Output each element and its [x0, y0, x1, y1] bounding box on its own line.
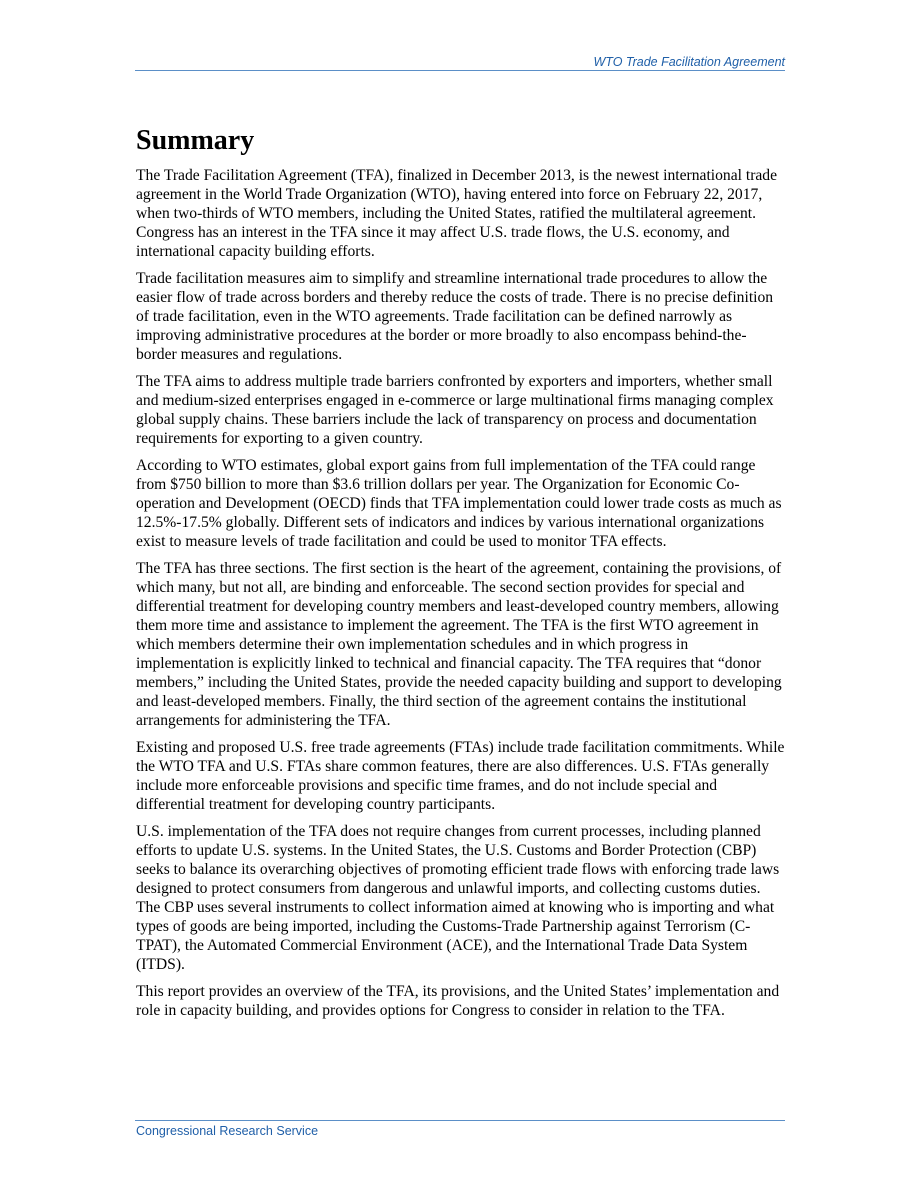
section-title: Summary [136, 125, 255, 156]
running-title: WTO Trade Facilitation Agreement [593, 55, 785, 69]
summary-paragraph-6: Existing and proposed U.S. free trade agreements (FTAs) include trade facilitation commitments. While the WTO TFA and U.S. FTAs share common features, there are also differences. U.S. FTAs generally include more enforceable provisions and specific time frames, and do not include special and differential treatment for developing country participants. [136, 739, 785, 813]
summary-paragraph-8: This report provides an overview of the TFA, its provisions, and the United States’ implementation and role in capacity building, and provides options for Congress to consider in relation to the TFA. [136, 983, 780, 1019]
summary-paragraph-7: U.S. implementation of the TFA does not require changes from current processes, including planned efforts to update U.S. systems. In the United States, the U.S. Customs and Border Protection (CBP) seeks to balance its overarching objectives of promoting efficient trade flows with enforcing trade laws designed to protect consumers from dangerous and unlawful imports, and collecting customs duties. The CBP uses several instruments to collect information aimed at knowing who is importing and what types of goods are being imported, including the Customs-Trade Partnership against Terrorism (C-TPAT), the Automated Commercial Environment (ACE), and the International Trade Data System (ITDS). [136, 823, 780, 973]
summary-paragraph-2: Trade facilitation measures aim to simplify and streamline international trade procedures to allow the easier flow of trade across borders and thereby reduce the costs of trade. There is no precise definition of trade facilitation, even in the WTO agreements. Trade facilitation can be defined narrowly as improving administrative procedures at the border or more broadly to also encompass behind-the-border measures and regulations. [136, 270, 774, 363]
summary-paragraph-1: The Trade Facilitation Agreement (TFA), finalized in December 2013, is the newest international trade agreement in the World Trade Organization (WTO), having entered into force on February 22, 2017, when two-thirds of WTO members, including the United States, ratified the multilateral agreement. Congress has an interest in the TFA since it may affect U.S. trade flows, the U.S. economy, and international capacity building efforts. [136, 167, 778, 260]
summary-paragraph-3: The TFA aims to address multiple trade barriers confronted by exporters and importers, whether small and medium-sized enterprises engaged in e-commerce or large multinational firms managing complex global supply chains. These barriers include the lack of transparency on process and documentation requirements for exporting to a given country. [136, 373, 774, 447]
summary-section [136, 124, 786, 1028]
page-header [135, 52, 785, 71]
summary-paragraph-4: According to WTO estimates, global export gains from full implementation of the TFA could range from $750 billion to more than $3.6 trillion dollars per year. The Organization for Economic Co-operation and Development (OECD) finds that TFA implementation could lower trade costs as much as 12.5%-17.5% globally. Different sets of indicators and indices by various international organizations exist to measure levels of trade facilitation and could be used to monitor TFA effects. [136, 457, 782, 550]
summary-paragraph-5: The TFA has three sections. The first section is the heart of the agreement, containing the provisions, of which many, but not all, are binding and enforceable. The second section provides for special and differential treatment for developing country members and least-developed country members, allowing them more time and assistance to implement the agreement. The TFA is the first WTO agreement in which members determine their own implementation schedules and in which progress in implementation is explicitly linked to technical and financial capacity. The TFA requires that “donor members,” including the United States, provide the needed capacity building and support to developing and least-developed members. Finally, the third section of the agreement contains the institutional arrangements for administering the TFA. [136, 560, 782, 729]
page-footer [135, 1120, 785, 1138]
footer-source: Congressional Research Service [136, 1124, 319, 1138]
